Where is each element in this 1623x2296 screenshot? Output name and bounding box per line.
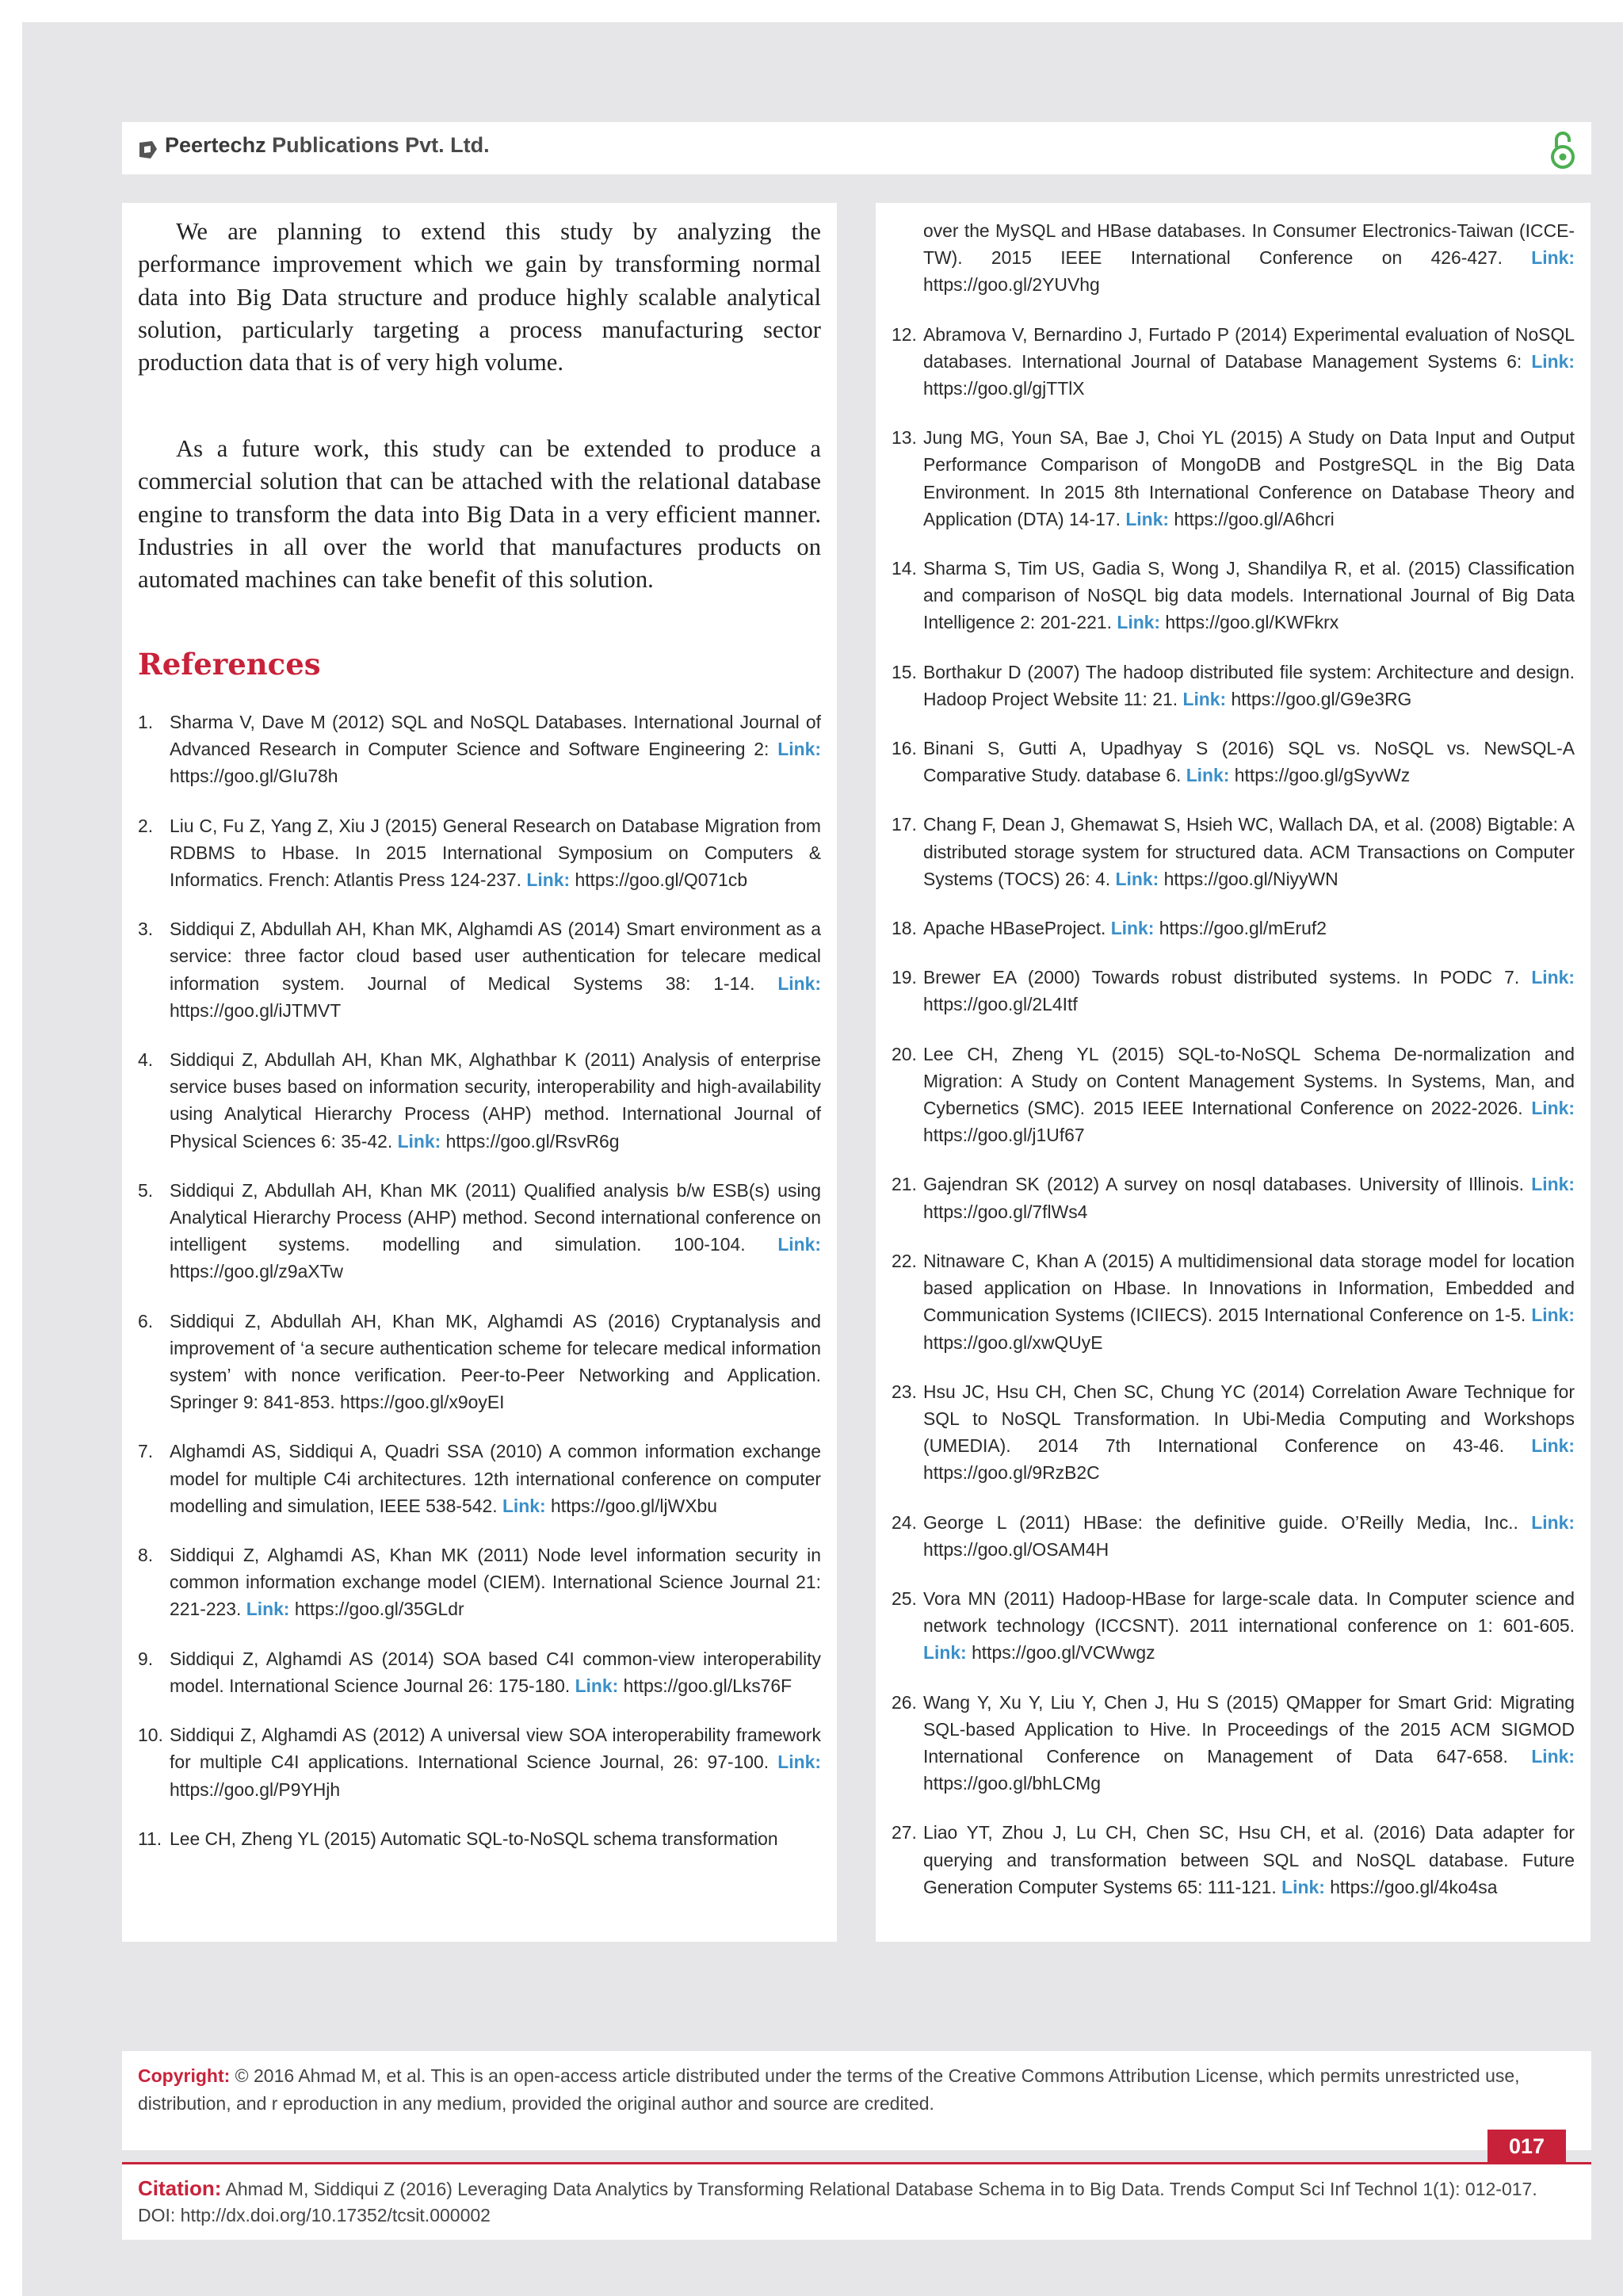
reference-link-label: Link: [1531, 1098, 1575, 1119]
reference-url[interactable]: https://goo.gl/G9e3RG [1231, 688, 1412, 709]
reference-url[interactable]: https://goo.gl/bhLCMg [923, 1773, 1101, 1794]
reference-text: Apache HBaseProject. [923, 918, 1106, 939]
reference-number: 25. [892, 1587, 917, 1609]
citation-block [122, 2164, 1591, 2240]
reference-url[interactable]: https://goo.gl/iJTMVT [170, 999, 342, 1021]
reference-item [892, 1689, 1575, 1797]
reference-number: 22. [892, 1250, 917, 1271]
reference-link-label: Link: [777, 1752, 821, 1773]
reference-link-label: Link: [1531, 1745, 1575, 1767]
reference-text: over the MySQL and HBase databases. In Consumer Electronics-Taiwan (ICCE-TW). 2015 IEEE International Conference on 426-427. [923, 220, 1575, 269]
reference-text: Siddiqui Z, Abdullah AH, Khan MK, Alghamdi AS (2016) Cryptanalysis and improvement of ‘a secure authentication scheme for telecare medical information system’ with nonce verification. Peer-to-Peer Networking and Application. Springer 9: 841-853. https://goo.gl/x9oyEI [170, 1310, 821, 1413]
reference-item [892, 915, 1575, 942]
reference-link-label: Link: [502, 1495, 546, 1516]
reference-text: Lee CH, Zheng YL (2015) Automatic SQL-to-NoSQL schema transformation [170, 1828, 778, 1849]
publisher-name [165, 133, 490, 158]
reference-item [138, 1721, 821, 1803]
reference-url[interactable]: https://goo.gl/VCWwgz [972, 1642, 1155, 1664]
reference-number: 27. [892, 1822, 917, 1843]
copyright-label: Copyright: [138, 2065, 231, 2086]
reference-url[interactable]: https://goo.gl/RsvR6g [445, 1130, 620, 1152]
reference-item [892, 735, 1575, 789]
reference-number: 10. [138, 1725, 163, 1746]
page-background [22, 22, 1623, 2296]
reference-item [892, 1585, 1575, 1667]
reference-number: 13. [892, 427, 917, 449]
reference-item [892, 217, 1575, 299]
reference-item [138, 709, 821, 790]
reference-number: 18. [892, 918, 917, 939]
reference-url[interactable]: https://goo.gl/7flWs4 [923, 1201, 1088, 1222]
body-paragraph: We are planning to extend this study by analyzing the performance improvement which we gain by transforming normal data into Big Data structure and produce highly scalable analytical solution, particularly targeting a process manufacturing sector production data that is of very high volume. [138, 218, 821, 376]
reference-number: 4. [138, 1049, 154, 1071]
reference-link-label: Link: [1125, 508, 1169, 529]
reference-text: Siddiqui Z, Alghamdi AS (2014) SOA based C4I common-view interoperability model. International Science Journal 26: 175-180. [170, 1648, 821, 1696]
reference-link-label: Link: [1531, 967, 1575, 988]
copyright-text [138, 2062, 1575, 2118]
reference-number: 20. [892, 1043, 917, 1064]
reference-url[interactable]: https://goo.gl/gjTTlX [923, 378, 1085, 399]
reference-number: 12. [892, 323, 917, 345]
reference-url[interactable]: https://goo.gl/2YUVhg [923, 274, 1100, 296]
reference-item [892, 424, 1575, 533]
reference-url[interactable]: https://goo.gl/z9aXTw [170, 1261, 343, 1282]
reference-link-label: Link: [1531, 350, 1575, 372]
reference-link-label: Link: [1531, 1305, 1575, 1326]
reference-url[interactable]: https://goo.gl/gSyvWz [1234, 765, 1411, 786]
reference-text: Gajendran SK (2012) A survey on nosql databases. University of Illinois. [923, 1174, 1525, 1195]
reference-number: 7. [138, 1441, 154, 1462]
reference-text: Alghamdi AS, Siddiqui A, Quadri SSA (2010) A common information exchange model for multiple C4i architectures. 12th international conference on computer modelling and simulation, IEEE 538-542. [170, 1441, 821, 1516]
reference-item [892, 1819, 1575, 1901]
reference-link-label: Link: [923, 1642, 967, 1664]
reference-link-label: Link: [1115, 868, 1159, 889]
reference-text: Chang F, Dean J, Ghemawat S, Hsieh WC, Wallach DA, et al. (2008) Bigtable: A distributed storage system for structured data. ACM Transactions on Computer Systems (TOCS) 26: 4. [923, 814, 1575, 889]
reference-link-label: Link: [397, 1130, 441, 1152]
reference-url[interactable]: https://goo.gl/Q071cb [575, 869, 748, 891]
publisher-brand: Peertechz [165, 133, 266, 157]
reference-url[interactable]: https://goo.gl/GIu78h [170, 766, 338, 787]
reference-url[interactable]: https://goo.gl/P9YHjh [170, 1778, 341, 1800]
reference-text: Binani S, Gutti A, Upadhyay S (2016) SQL vs. NoSQL vs. NewSQL-A Comparative Study. database 6. [923, 738, 1575, 786]
reference-text: Brewer EA (2000) Towards robust distributed systems. In PODC 7. [923, 967, 1520, 988]
reference-link-label: Link: [246, 1599, 290, 1620]
journal-header [122, 122, 1591, 174]
reference-text: Jung MG, Youn SA, Bae J, Choi YL (2015) A Study on Data Input and Output Performance Comparison of MongoDB and PostgreSQL in the Big Data Environment. In 2015 8th International Conference on Database Theory and Application (DTA) 14-17. [923, 427, 1575, 529]
reference-link-label: Link: [1531, 1435, 1575, 1457]
citation-body: Ahmad M, Siddiqui Z (2016) Leveraging Data Analytics by Transforming Relational Database Schema in to Big Data. Trends Comput Sci Inf Technol 1(1): 012-017. DOI: http://dx.doi.org/10.17352/tcsit.000002 [138, 2179, 1537, 2225]
reference-url[interactable]: https://goo.gl/mEruf2 [1159, 918, 1327, 939]
reference-url[interactable]: https://goo.gl/NiyyWN [1163, 868, 1338, 889]
reference-link-label: Link: [1531, 1511, 1575, 1533]
reference-number: 5. [138, 1179, 154, 1201]
reference-item [892, 1378, 1575, 1487]
reference-item [138, 1645, 821, 1699]
reference-item [892, 1041, 1575, 1149]
reference-item [892, 1247, 1575, 1356]
reference-number: 15. [892, 661, 917, 682]
reference-text: Abramova V, Bernardino J, Furtado P (2014) Experimental evaluation of NoSQL databases. International Journal of Database Management Systems 6: [923, 323, 1575, 372]
reference-number: 1. [138, 712, 154, 732]
reference-url[interactable]: https://goo.gl/xwQUyE [923, 1331, 1103, 1353]
right-column [876, 203, 1591, 1942]
reference-url[interactable]: https://goo.gl/j1Uf67 [923, 1125, 1085, 1146]
reference-list-left [138, 709, 821, 1874]
reference-url[interactable]: https://goo.gl/KWFkrx [1165, 612, 1339, 633]
publisher-suffix: Publications Pvt. Ltd. [265, 133, 490, 157]
reference-text: Siddiqui Z, Alghamdi AS (2012) A universal view SOA interoperability framework for multiple C4I applications. International Science Journal, 26: 97-100. [170, 1725, 821, 1773]
reference-text: Siddiqui Z, Alghamdi AS, Khan MK (2011) Node level information security in common information exchange model (CIEM). International Science Journal 21: 221-223. [170, 1545, 821, 1620]
open-access-icon [1549, 128, 1577, 170]
reference-url[interactable]: https://goo.gl/35GLdr [294, 1599, 464, 1620]
reference-number: 9. [138, 1648, 154, 1669]
reference-url[interactable]: https://goo.gl/9RzB2C [923, 1462, 1100, 1484]
reference-url[interactable]: https://goo.gl/ljWXbu [551, 1495, 717, 1516]
reference-number: 8. [138, 1545, 154, 1566]
reference-link-label: Link: [1281, 1876, 1325, 1897]
reference-link-label: Link: [1186, 765, 1230, 786]
copyright-body: © 2016 Ahmad M, et al. This is an open-access article distributed under the terms of the Creative Commons Attribution License, which permits unrestricted use, distribution, and r eproduction in any medium, provided the original author and source are credited. [138, 2065, 1520, 2114]
reference-link-label: Link: [1110, 918, 1155, 939]
reference-text: Vora MN (2011) Hadoop-HBase for large-scale data. In Computer science and network technology (ICCSNT). 2011 international conference on 1: 601-605. [923, 1587, 1575, 1637]
reference-item [892, 964, 1575, 1018]
reference-item [138, 1308, 821, 1416]
reference-item [138, 812, 821, 894]
reference-link-label: Link: [1182, 688, 1227, 709]
reference-url[interactable]: https://goo.gl/4ko4sa [1330, 1876, 1498, 1897]
copyright-notice [122, 2051, 1591, 2150]
reference-text: Sharma V, Dave M (2012) SQL and NoSQL Databases. International Journal of Advanced Research in Computer Science and Software Engineering 2: [170, 712, 821, 760]
reference-link-label: Link: [777, 1234, 821, 1255]
reference-number: 26. [892, 1691, 917, 1713]
reference-text: Sharma S, Tim US, Gadia S, Wong J, Shandilya R, et al. (2015) Classification and comparison of NoSQL big data models. International Journal of Big Data Intelligence 2: 201-221. [923, 558, 1575, 633]
citation-text [138, 2176, 1575, 2229]
reference-item [892, 1509, 1575, 1563]
reference-text: Borthakur D (2007) The hadoop distributed file system: Architecture and design. Hadoop Project Website 11: 21. [923, 661, 1575, 709]
reference-url[interactable]: https://goo.gl/A6hcri [1174, 508, 1335, 529]
reference-item [138, 915, 821, 1024]
reference-item [892, 555, 1575, 636]
reference-url[interactable]: https://goo.gl/2L4Itf [923, 994, 1078, 1015]
peertechz-logo-icon [136, 138, 160, 162]
reference-text: Liu C, Fu Z, Yang Z, Xiu J (2015) General Research on Database Migration from RDBMS to Hbase. In 2015 International Symposium on Computers & Informatics. French: Atlantis Press 124-237. [170, 815, 821, 891]
reference-link-label: Link: [526, 869, 571, 891]
reference-text: Nitnaware C, Khan A (2015) A multidimensional data storage model for location based application on Hbase. In Innovations in Information, Embedded and Communication Systems (ICIIECS). 2015 International Conference on 1-5. [923, 1250, 1575, 1326]
reference-url[interactable]: https://goo.gl/Lks76F [623, 1675, 792, 1696]
reference-link-label: Link: [777, 972, 821, 994]
reference-number: 11. [138, 1828, 162, 1849]
reference-link-label: Link: [575, 1675, 619, 1696]
reference-text: Lee CH, Zheng YL (2015) SQL-to-NoSQL Schema De-normalization and Migration: A Study on Content Management Systems. In Systems, Man, and Cybernetics (SMC). 2015 IEEE International Conference on 2022-2026. [923, 1043, 1575, 1119]
reference-text: Hsu JC, Hsu CH, Chen SC, Chung YC (2014) Correlation Aware Technique for SQL to NoSQL Transformation. In Ubi-Media Computing and Workshops (UMEDIA). 2014 7th International Conference on 43-46. [923, 1381, 1575, 1457]
reference-item [892, 659, 1575, 712]
reference-number: 3. [138, 919, 154, 940]
reference-text: Siddiqui Z, Abdullah AH, Khan MK, Alghathbar K (2011) Analysis of enterprise service buses based on information security, interoperability and high-availability using Analytical Hierarchy Process (AHP) method. International Journal of Physical Sciences 6: 35-42. [170, 1049, 821, 1152]
reference-number: 24. [892, 1511, 917, 1533]
reference-url[interactable]: https://goo.gl/OSAM4H [923, 1538, 1109, 1560]
reference-text: Siddiqui Z, Abdullah AH, Khan MK (2011) Qualified analysis b/w ESB(s) using Analytical Hierarchy Process (AHP) method. Second international conference on intelligent systems. modelling and simulation. 100-104. [170, 1179, 821, 1255]
reference-link-label: Link: [1531, 247, 1575, 269]
reference-item [138, 1438, 821, 1519]
citation-label: Citation: [138, 2176, 222, 2200]
reference-item [138, 1825, 821, 1852]
reference-number: 23. [892, 1381, 917, 1402]
reference-text: Liao YT, Zhou J, Lu CH, Chen SC, Hsu CH, et al. (2016) Data adapter for querying and transformation between SQL and NoSQL database. Future Generation Computer Systems 65: 111-121. [923, 1822, 1575, 1897]
reference-number: 6. [138, 1310, 154, 1331]
reference-item [138, 1541, 821, 1623]
page-number: 017 [1487, 2130, 1566, 2163]
reference-text: George L (2011) HBase: the definitive guide. O’Reilly Media, Inc.. [923, 1511, 1518, 1533]
body-paragraph: As a future work, this study can be extended to produce a commercial solution that can be attached with the relational database engine to transform the data into Big Data in a very efficient manner. Industries in all over the world that manufactures products on automated machines can take benefit of this solution. [138, 435, 821, 594]
reference-item [892, 321, 1575, 403]
reference-link-label: Link: [777, 739, 821, 760]
reference-item [892, 1171, 1575, 1224]
reference-link-label: Link: [1531, 1174, 1575, 1195]
reference-number: 21. [892, 1174, 917, 1195]
reference-item [138, 1177, 821, 1286]
reference-text: Siddiqui Z, Abdullah AH, Khan MK, Alghamdi AS (2014) Smart environment as a service: three factor cloud based user authentication for telecare medical information system. Journal of Medical Systems 38: 1-14. [170, 919, 821, 994]
reference-number: 19. [892, 967, 917, 988]
reference-item [138, 1046, 821, 1155]
reference-number: 17. [892, 814, 917, 835]
reference-link-label: Link: [1117, 612, 1161, 633]
reference-item [892, 811, 1575, 892]
reference-number: 2. [138, 815, 154, 836]
reference-text: Wang Y, Xu Y, Liu Y, Chen J, Hu S (2015) QMapper for Smart Grid: Migrating SQL-based Application to Hive. In Proceedings of the 2015 ACM SIGMOD International Conference on Management of Data 647-658. [923, 1691, 1575, 1767]
references-heading: References [138, 647, 321, 682]
reference-list-right [892, 217, 1575, 1923]
reference-number: 14. [892, 558, 917, 579]
left-column [122, 203, 837, 1942]
reference-number: 16. [892, 738, 917, 759]
